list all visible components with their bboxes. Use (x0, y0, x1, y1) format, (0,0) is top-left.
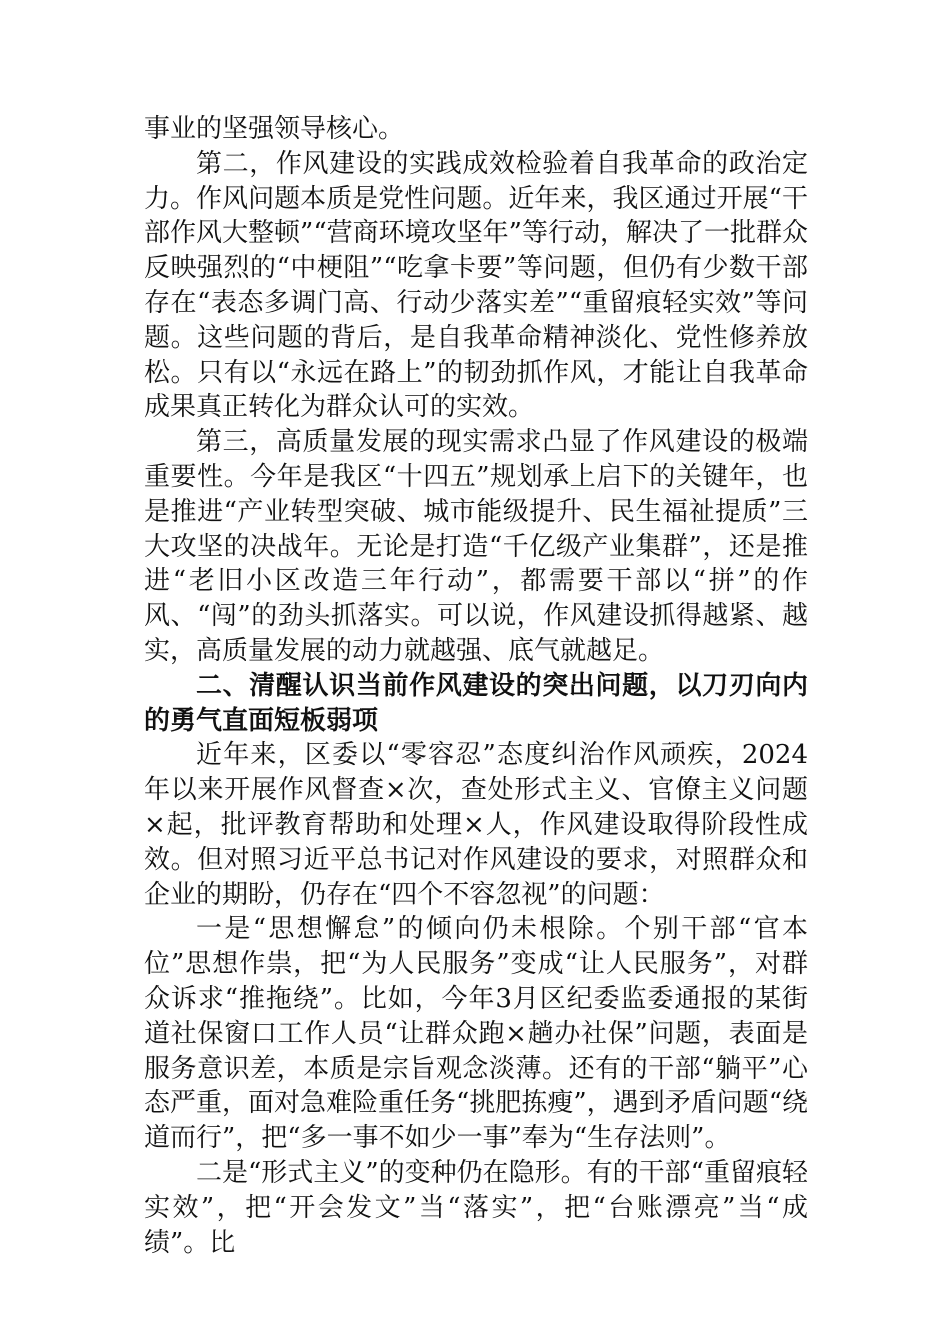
document-body (144, 112, 808, 1260)
paragraph-continuation: 事业的坚强领导核心。 (144, 114, 405, 144)
paragraph-problem-one: 一是“思想懈怠”的倾向仍未根除。个别干部“官本位”思想作祟，把“为人民服务”变成“让人民服务”，对群众诉求“推拖绕”。比如，今年3月区纪委监委通报的某街道社保窗口工作人员“让群众跑×趟办社保”问题，表面是服务意识差，本质是宗旨观念淡薄。还有的干部“躺平”心态严重，面对急难险重任务“挑肥拣瘦”，遇到矛盾问题“绕道而行”，把“多一事不如少一事”奉为“生存法则”。 (144, 914, 808, 1154)
paragraph-problem-two: 二是“形式主义”的变种仍在隐形。有的干部“重留痕轻实效”，把“开会发文”当“落实”，把“台账漂亮”当“成绩”。比 (144, 1157, 808, 1258)
paragraph-point-two: 第二，作风建设的实践成效检验着自我革命的政治定力。作风问题本质是党性问题。近年来，我区通过开展“干部作风大整顿”“营商环境攻坚年”等行动，解决了一批群众反映强烈的“中梗阻”“吃拿卡要”等问题，但仍有少数干部存在“表态多调门高、行动少落实差”“重留痕轻实效”等问题。这些问题的背后，是自我革命精神淡化、党性修养放松。只有以“永远在路上”的韧劲抓作风，才能让自我革命成果真正转化为群众认可的实效。 (144, 148, 808, 423)
section-heading-two: 二、清醒认识当前作风建设的突出问题，以刀刃向内的勇气直面短板弱项 (144, 670, 808, 736)
paragraph-point-three: 第三，高质量发展的现实需求凸显了作风建设的极端重要性。今年是我区“十四五”规划承上启下的关键年，也是推进“产业转型突破、城市能级提升、民生福祉提质”三大攻坚的决战年。无论是打造“千亿级产业集群”，还是推进“老旧小区改造三年行动”，都需要干部以“拼”的作风、“闯”的劲头抓落实。可以说，作风建设抓得越紧、越实，高质量发展的动力就越强、底气就越足。 (144, 427, 808, 666)
paragraph-overview: 近年来，区委以“零容忍”态度纠治作风顽疾，2024年以来开展作风督查×次，查处形式主义、官僚主义问题×起，批评教育帮助和处理×人，作风建设取得阶段性成效。但对照习近平总书记对作风建设的要求，对照群众和企业的期盼，仍存在“四个不容忽视”的问题： (144, 740, 808, 910)
